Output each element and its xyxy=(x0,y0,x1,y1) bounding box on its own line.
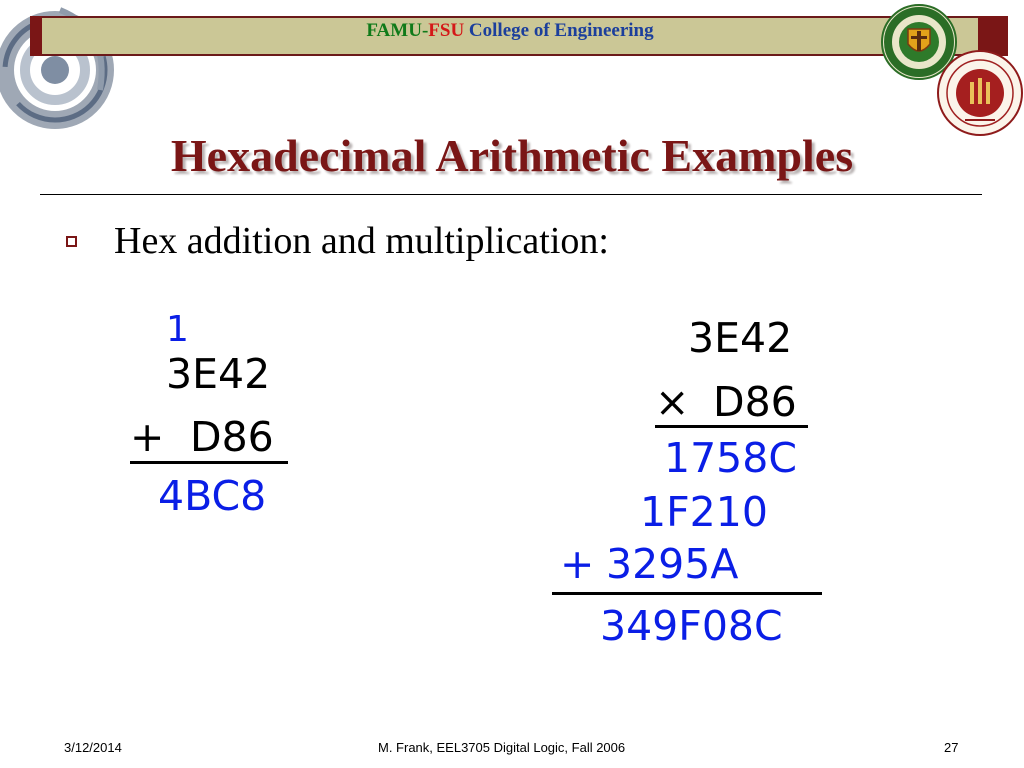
addition-carry: 1 xyxy=(166,309,189,350)
multiplication-partial3: 3295A xyxy=(606,540,739,588)
addition-operand2: D86 xyxy=(190,413,274,461)
addition-operand1: 3E42 xyxy=(166,350,271,398)
bullet-text: Hex addition and multiplication: xyxy=(114,220,609,262)
slide-title: Hexadecimal Arithmetic Examples xyxy=(170,130,854,181)
footer-date: 3/12/2014 xyxy=(64,740,122,755)
footer-page-number: 27 xyxy=(944,740,959,755)
header-separator: - xyxy=(421,20,429,41)
addition-operator: + xyxy=(130,413,165,461)
addition-sum-rule xyxy=(130,461,288,464)
header-fsu: FSU xyxy=(428,20,465,41)
multiplication-rule xyxy=(655,425,808,428)
multiplication-sum-rule xyxy=(552,592,822,595)
fsu-seal-icon xyxy=(937,48,1023,138)
multiplication-product: 349F08C xyxy=(600,602,783,650)
addition-sum: 4BC8 xyxy=(158,472,267,520)
multiplication-plus-operator: + xyxy=(560,540,595,588)
multiplication-operator: × xyxy=(655,378,690,426)
header-famu: FAMU xyxy=(366,20,422,41)
multiplication-operand2: D86 xyxy=(713,378,797,426)
footer-course: M. Frank, EEL3705 Digital Logic, Fall 2006 xyxy=(378,740,626,755)
header-college: College of Engineering xyxy=(464,20,654,41)
multiplication-partial2: 1F210 xyxy=(640,488,768,536)
multiplication-partial1: 1758C xyxy=(664,434,797,482)
bullet-square-icon xyxy=(66,236,77,247)
header-title xyxy=(290,19,730,43)
multiplication-operand1: 3E42 xyxy=(688,314,793,362)
header-left-accent xyxy=(30,16,42,56)
title-divider xyxy=(40,194,982,195)
